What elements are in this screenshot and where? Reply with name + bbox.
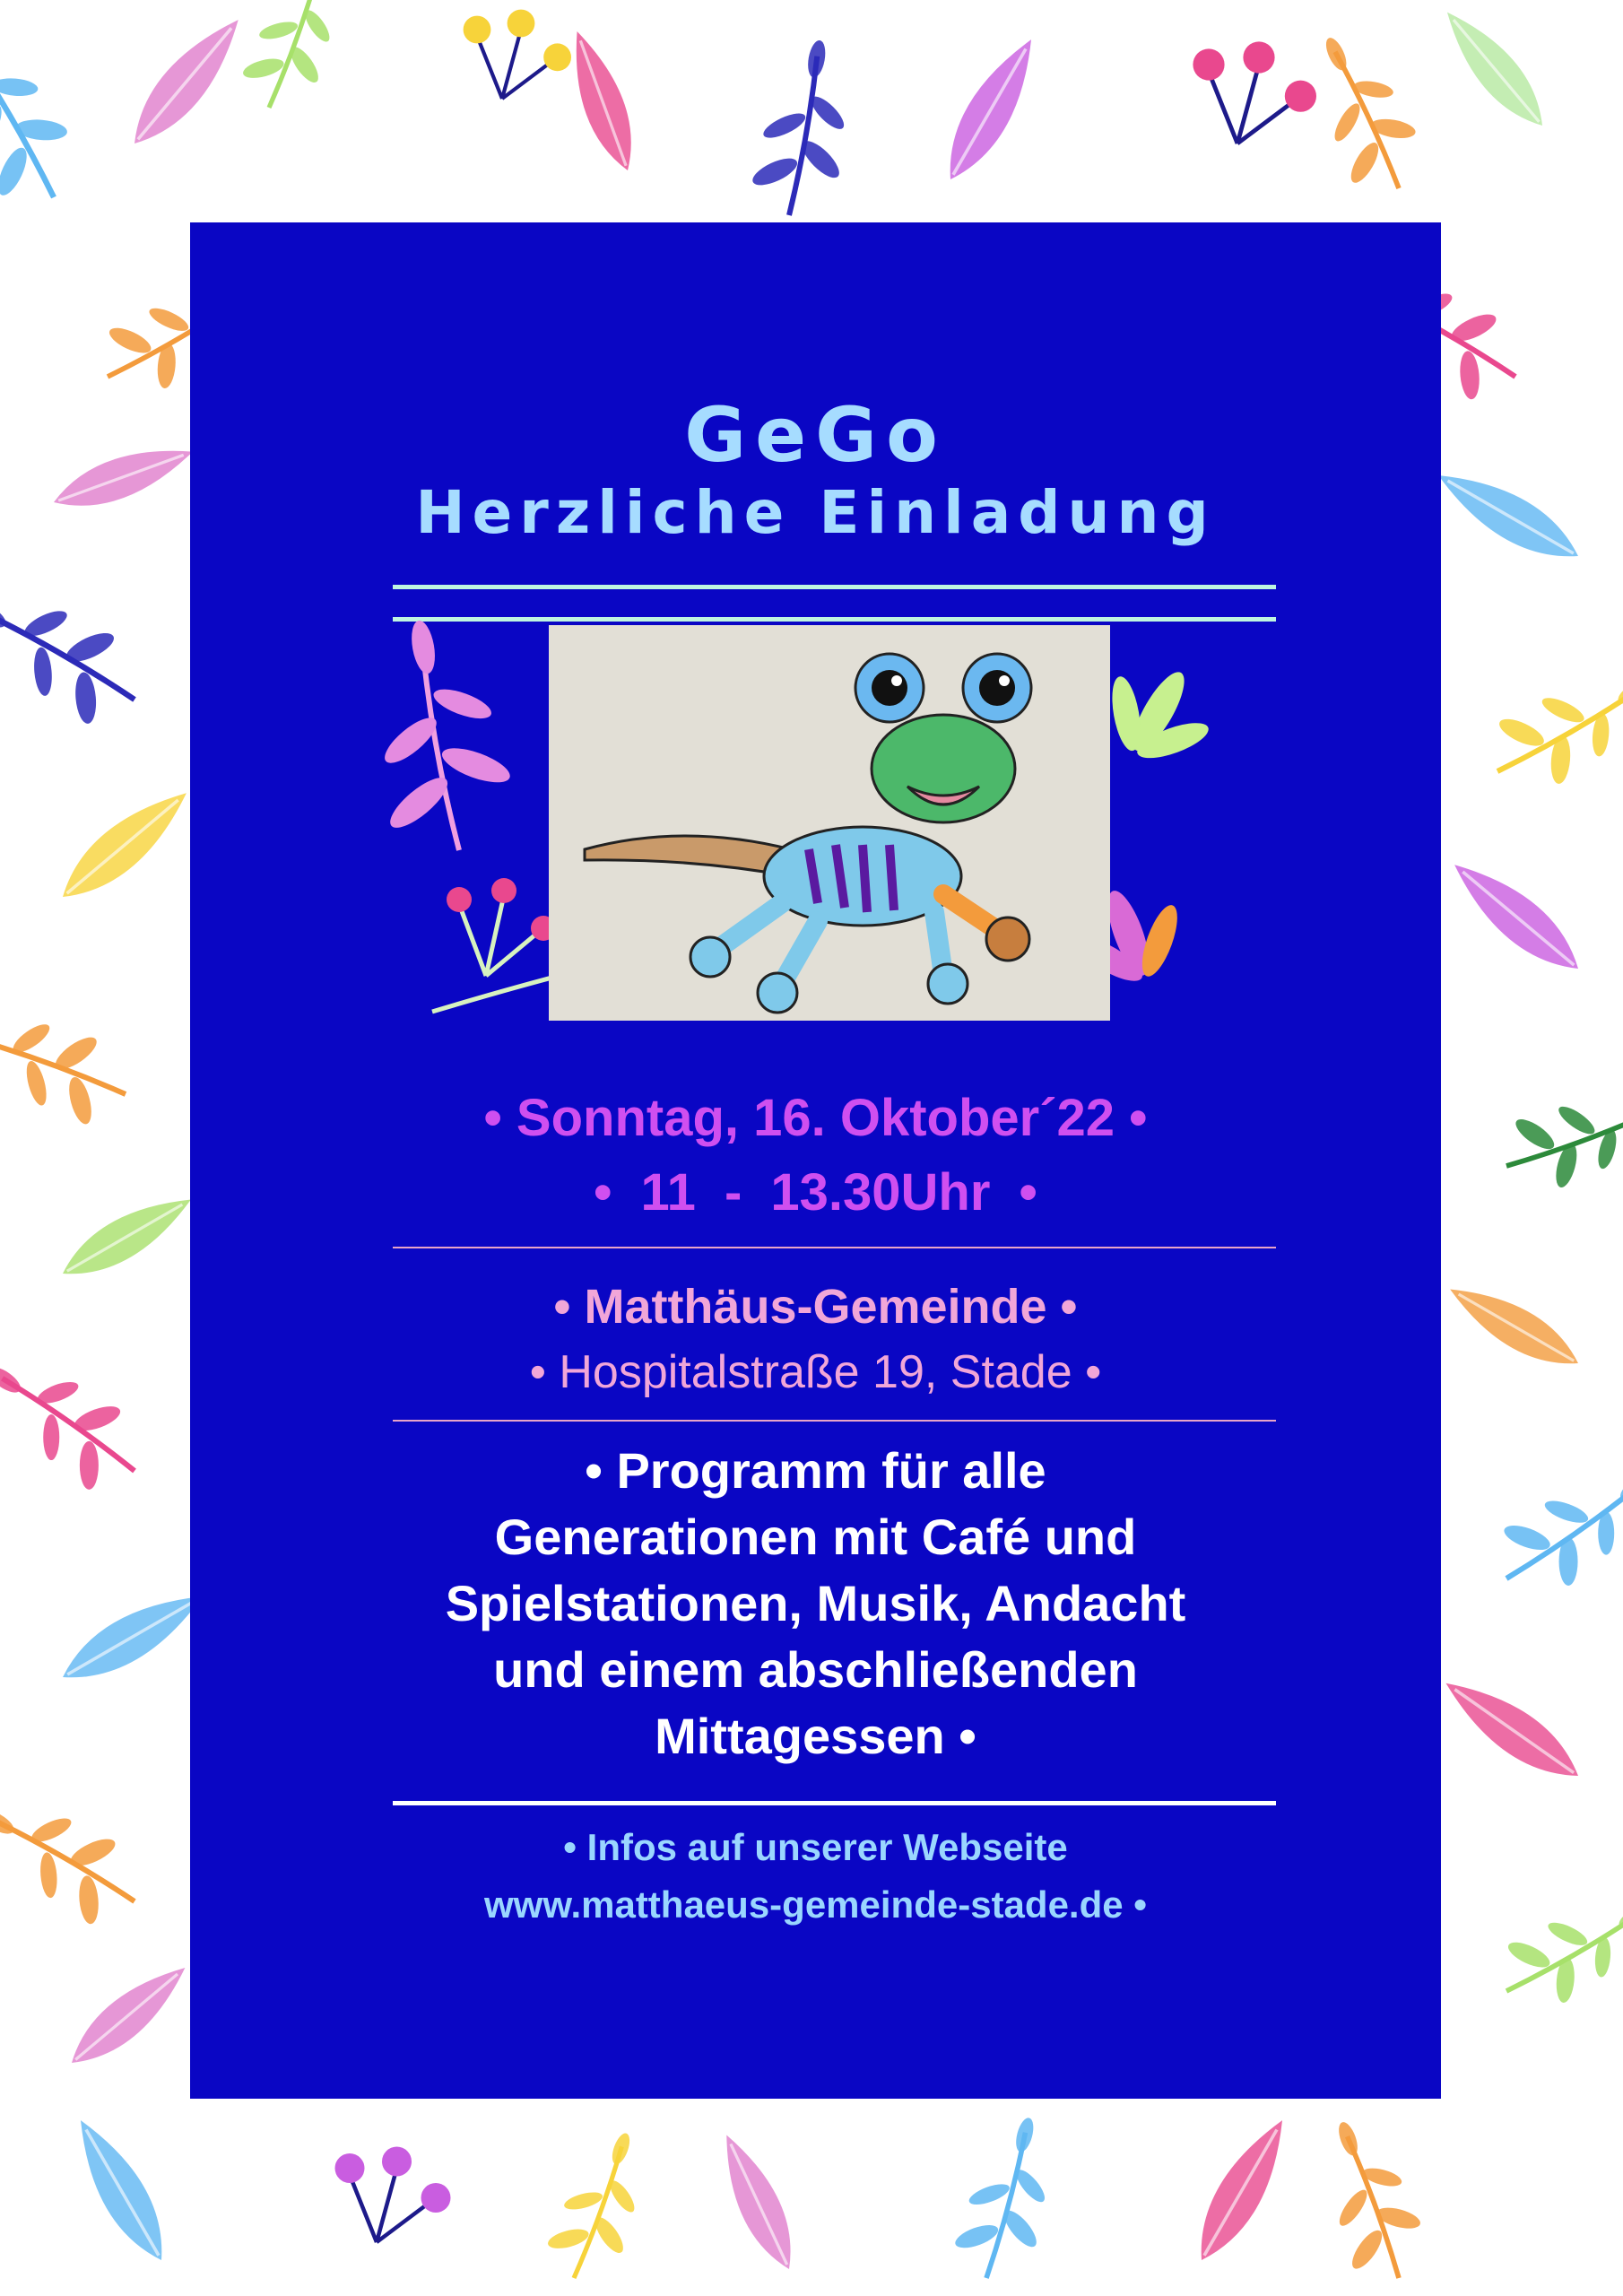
event-date: • Sonntag, 16. Oktober´22 •	[483, 1089, 1148, 1147]
gecko-drawing-image	[549, 625, 1110, 1021]
program-line: Generationen mit Café und	[494, 1509, 1137, 1565]
program-line: Spielstationen, Musik, Andacht	[445, 1575, 1186, 1631]
program-line: • Programm für alle	[585, 1442, 1046, 1499]
flyer-subtitle: Herzliche Einladung	[415, 478, 1216, 547]
divider	[393, 1801, 1276, 1805]
flyer-title: GeGo	[684, 391, 947, 479]
divider	[393, 1420, 1276, 1422]
event-time: • 11 - 13.30Uhr •	[594, 1163, 1037, 1222]
venue-address: • Hospitalstraße 19, Stade •	[529, 1346, 1102, 1398]
website-info	[190, 1819, 1441, 1934]
program-description	[190, 1438, 1441, 1770]
divider	[393, 1247, 1276, 1248]
website-url: www.matthaeus-gemeinde-stade.de •	[484, 1883, 1147, 1926]
program-line: und einem abschließenden	[493, 1641, 1138, 1698]
info-line: • Infos auf unserer Webseite	[563, 1826, 1068, 1868]
gecko-drawing-photo	[549, 625, 1110, 1021]
invitation-panel	[190, 222, 1441, 2099]
venue-name: • Matthäus-Gemeinde •	[553, 1280, 1078, 1334]
leaf-decoration	[190, 222, 1441, 2099]
program-line: Mittagessen •	[655, 1708, 976, 1764]
